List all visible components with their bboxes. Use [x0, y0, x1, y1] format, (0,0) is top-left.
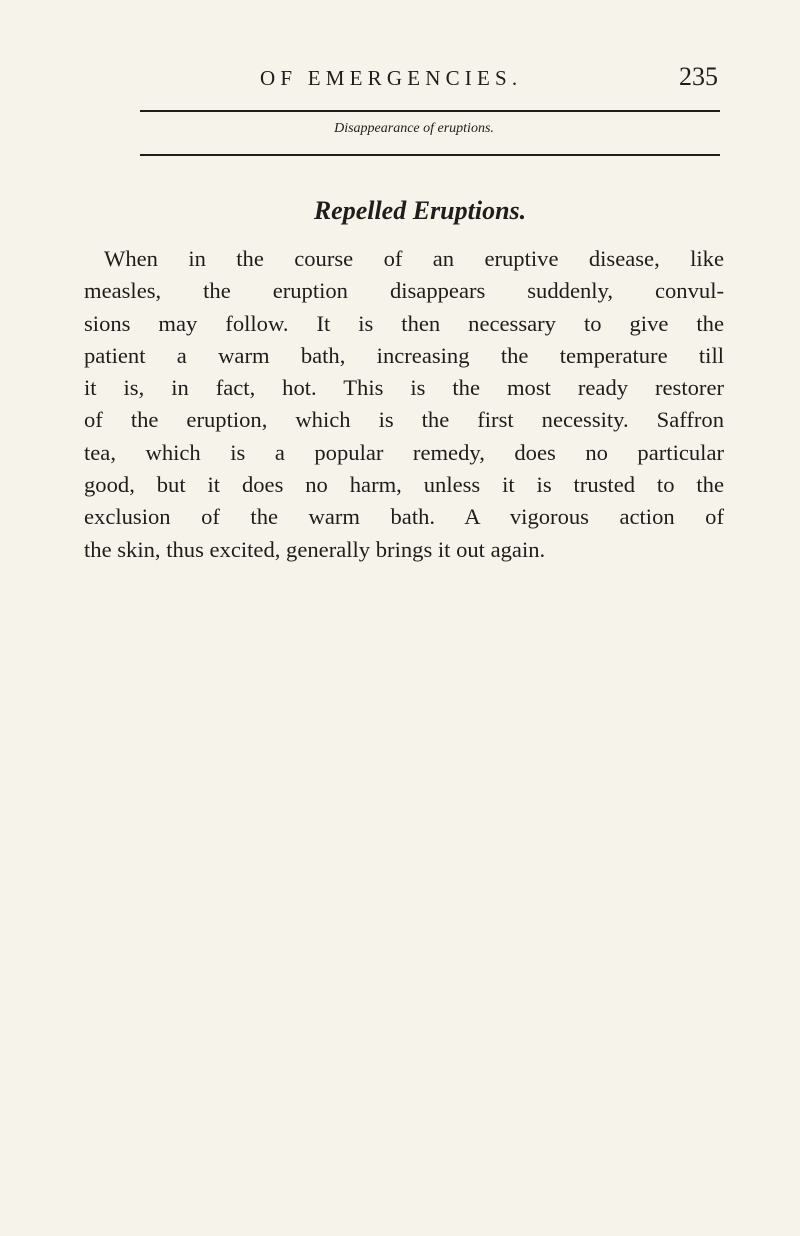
page-number: 235: [679, 62, 718, 91]
paragraph-line: patient a warm bath, increasing the temperature till: [84, 342, 724, 368]
running-head: [140, 60, 720, 100]
paragraph-line: measles, the eruption disappears suddenly, convul-: [84, 278, 724, 304]
header-rule-bottom: [140, 154, 720, 156]
header-rule-top: [140, 110, 720, 112]
paragraph-line: good, but it does no harm, unless it is trusted to the: [84, 472, 724, 498]
running-title: OF EMERGENCIES.: [260, 66, 523, 90]
paragraph-line: sions may follow. It is then necessary to give the: [84, 310, 724, 336]
body-paragraph: [84, 243, 724, 566]
paragraph-line: tea, which is a popular remedy, does no particular: [84, 439, 724, 465]
paragraph-line: the skin, thus excited, generally brings it out again.: [84, 536, 546, 562]
paragraph-line: of the eruption, which is the first necessity. Saffron: [84, 407, 724, 433]
section-title: Repelled Eruptions.: [313, 196, 527, 225]
paragraph-line: exclusion of the warm bath. A vigorous action of: [84, 504, 724, 530]
paragraph-line: When in the course of an eruptive disease, like: [104, 246, 724, 271]
paragraph-line: it is, in fact, hot. This is the most ready restorer: [84, 375, 724, 401]
subhead: Disappearance of eruptions.: [334, 121, 494, 136]
